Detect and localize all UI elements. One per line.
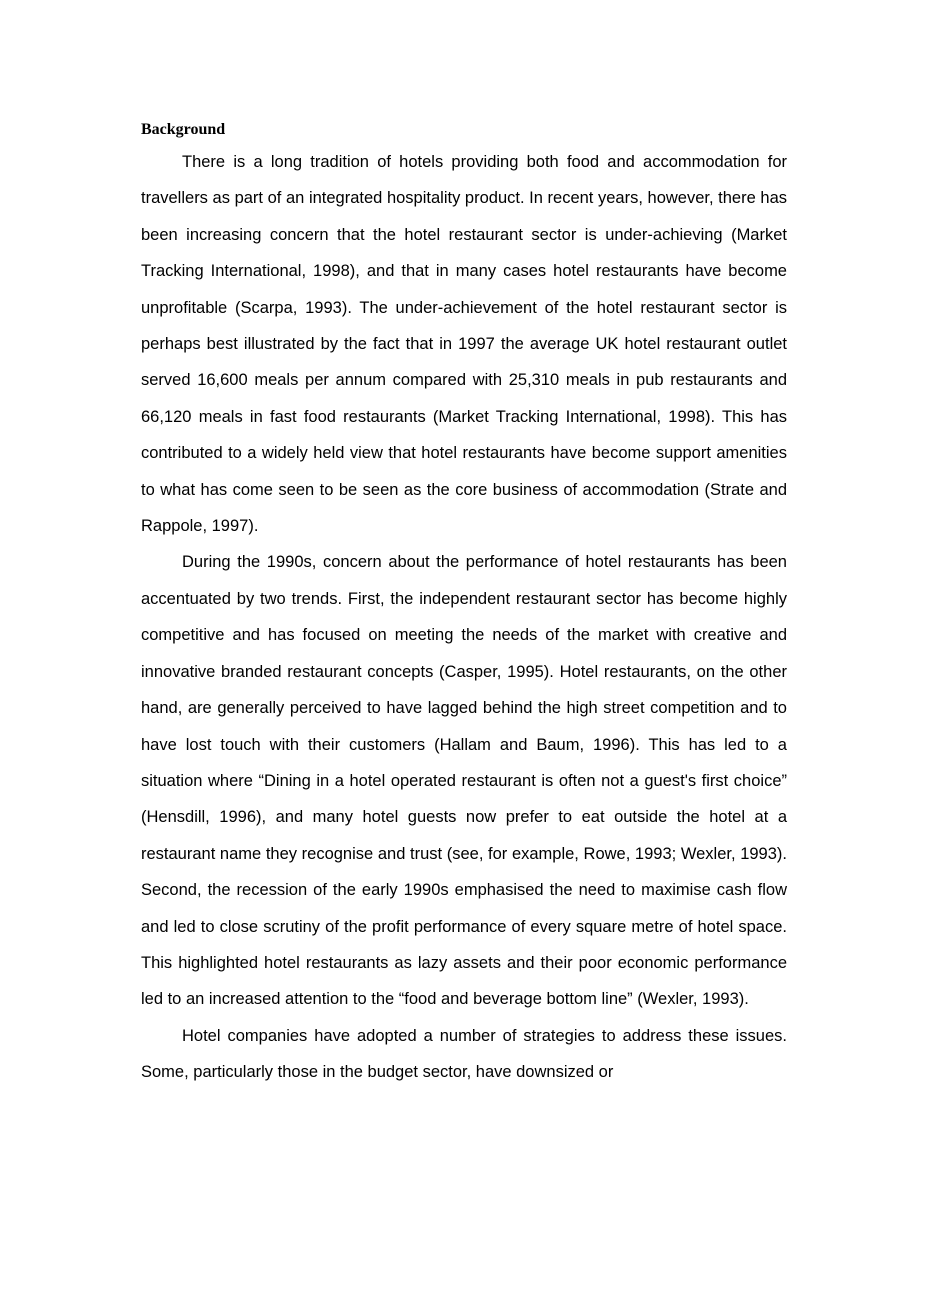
paragraph-1: There is a long tradition of hotels providing both food and accommodation for travellers as part of an integrated hospitality product. In recent years, however, there has been increasing concern that the hotel restaurant sector is under-achieving (Market Tracking International, 1998), and that in many cases hotel restaurants have become unprofitable (Scarpa, 1993). The under-achievement of the hotel restaurant sector is perhaps best illustrated by the fact that in 1997 the average UK hotel restaurant outlet served 16,600 meals per annum compared with 25,310 meals in pub restaurants and 66,120 meals in fast food restaurants (Market Tracking International, 1998). This has contributed to a widely held view that hotel restaurants have become support amenities to what has come seen to be seen as the core business of accommodation (Strate and Rappole, 1997). [141, 153, 787, 536]
section-heading: Background [141, 121, 226, 138]
document-page [141, 118, 787, 1091]
paragraph-2: During the 1990s, concern about the performance of hotel restaurants has been accentuated by two trends. First, the independent restaurant sector has become highly competitive and has focused on meeting the needs of the market with creative and innovative branded restaurant concepts (Casper, 1995). Hotel restaurants, on the other hand, are generally perceived to have lagged behind the high street competition and to have lost touch with their customers (Hallam and Baum, 1996). This has led to a situation where “Dining in a hotel operated restaurant is often not a guest's first choice” (Hensdill, 1996), and many hotel guests now prefer to eat outside the hotel at a restaurant name they recognise and trust (see, for example, Rowe, 1993; Wexler, 1993). Second, the recession of the early 1990s emphasised the need to maximise cash flow and led to close scrutiny of the profit performance of every square metre of hotel space. This highlighted hotel restaurants as lazy assets and their poor economic performance led to an increased attention to the “food and beverage bottom line” (Wexler, 1993). [141, 553, 787, 1009]
paragraph-3: Hotel companies have adopted a number of strategies to address these issues. Some, particularly those in the budget sector, have downsized or [141, 1026, 787, 1082]
